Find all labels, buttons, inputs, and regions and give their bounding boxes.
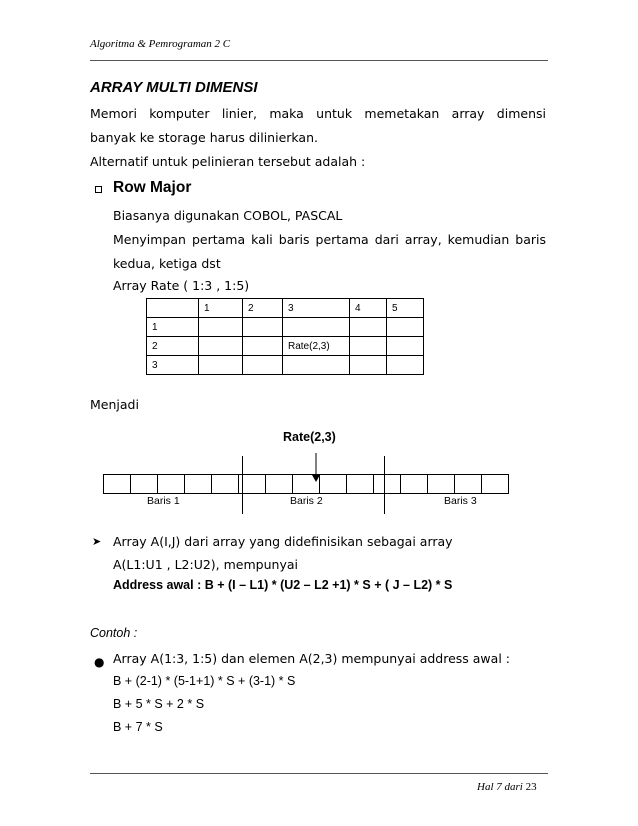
- intro-line-2: banyak ke storage harus dilinierkan.: [90, 130, 318, 145]
- grid-cell: 3: [147, 356, 199, 375]
- contoh-line-1: Array A(1:3, 1:5) dan elemen A(2,3) mempunyai address awal :: [113, 651, 510, 666]
- header-rule: [90, 60, 548, 61]
- memory-cell: [211, 474, 239, 494]
- memory-cell: [265, 474, 293, 494]
- memory-cell: [130, 474, 158, 494]
- grid-row: [147, 318, 424, 337]
- row-major-line-2: Menyimpan pertama kali baris pertama dari array, kemudian baris: [113, 232, 546, 247]
- grid-cell: Rate(2,3): [283, 337, 350, 356]
- grid-cell: [350, 318, 387, 337]
- memory-cell: [184, 474, 212, 494]
- memory-cell: [103, 474, 131, 494]
- arrow-bullet-icon: ➤: [92, 535, 102, 548]
- memory-cell: [454, 474, 482, 494]
- section-title: ARRAY MULTI DIMENSI: [90, 79, 258, 96]
- baris-3-label: Baris 3: [444, 495, 477, 507]
- formula-line-2: A(L1:U1 , L2:U2), mempunyai: [113, 557, 298, 572]
- array-grid: [146, 298, 424, 375]
- intro-line-3: Alternatif untuk pelinieran tersebut adalah :: [90, 154, 366, 169]
- contoh-line-3: B + 5 * S + 2 * S: [113, 697, 205, 711]
- grid-cell: 4: [350, 299, 387, 318]
- footer-rule: [90, 773, 548, 774]
- grid-cell: 2: [147, 337, 199, 356]
- row-divider: [242, 456, 243, 514]
- contoh-label: Contoh :: [90, 626, 138, 640]
- grid-cell: [350, 337, 387, 356]
- grid-cell: [283, 356, 350, 375]
- row-major-line-1: Biasanya digunakan COBOL, PASCAL: [113, 208, 343, 223]
- grid-cell: [243, 318, 283, 337]
- page-number-total: 23: [525, 781, 537, 793]
- row-major-heading: Row Major: [113, 179, 192, 196]
- memory-cell: [373, 474, 401, 494]
- grid-cell: [387, 318, 424, 337]
- grid-row: [147, 337, 424, 356]
- grid-cell: 3: [283, 299, 350, 318]
- row-divider: [384, 456, 385, 514]
- baris-1-label: Baris 1: [147, 495, 180, 507]
- grid-header-row: [147, 299, 424, 318]
- down-arrow-icon: [310, 453, 322, 483]
- grid-cell: [147, 299, 199, 318]
- contoh-line-2: B + (2-1) * (5-1+1) * S + (3-1) * S: [113, 674, 296, 688]
- row-major-line-3: kedua, ketiga dst: [113, 256, 221, 271]
- menjadi-label: Menjadi: [90, 397, 139, 412]
- grid-cell: 1: [147, 318, 199, 337]
- contoh-line-4: B + 7 * S: [113, 720, 163, 734]
- page-number: [477, 781, 537, 793]
- row-major-line-4: Array Rate ( 1:3 , 1:5): [113, 278, 250, 293]
- grid-cell: [350, 356, 387, 375]
- page-number-prefix: Hal 7 dari: [477, 781, 523, 793]
- intro-line-1: Memori komputer linier, maka untuk memetakan array dimensi: [90, 106, 546, 121]
- memory-diagram-title: Rate(2,3): [283, 430, 336, 444]
- grid-cell: 5: [387, 299, 424, 318]
- address-formula: Address awal : B + (I – L1) * (U2 – L2 +1) * S + ( J – L2) * S: [113, 578, 453, 592]
- grid-cell: [283, 318, 350, 337]
- memory-cell: [400, 474, 428, 494]
- memory-cell: [319, 474, 347, 494]
- grid-cell: [199, 356, 243, 375]
- grid-cell: 1: [199, 299, 243, 318]
- memory-cell: [346, 474, 374, 494]
- grid-cell: [387, 337, 424, 356]
- memory-cell: [427, 474, 455, 494]
- grid-cell: [199, 318, 243, 337]
- grid-row: [147, 356, 424, 375]
- formula-line-1: Array A(I,J) dari array yang didefinisikan sebagai array: [113, 534, 453, 549]
- grid-cell: 2: [243, 299, 283, 318]
- grid-cell: [387, 356, 424, 375]
- square-bullet-icon: [95, 186, 102, 193]
- grid-cell: [243, 356, 283, 375]
- memory-cells: [103, 474, 509, 494]
- grid-cell: [243, 337, 283, 356]
- memory-cell: [481, 474, 509, 494]
- baris-2-label: Baris 2: [290, 495, 323, 507]
- running-header: Algoritma & Pemrograman 2 C: [90, 38, 231, 50]
- round-bullet-icon: ●: [94, 655, 105, 669]
- grid-cell: [199, 337, 243, 356]
- memory-cell: [157, 474, 185, 494]
